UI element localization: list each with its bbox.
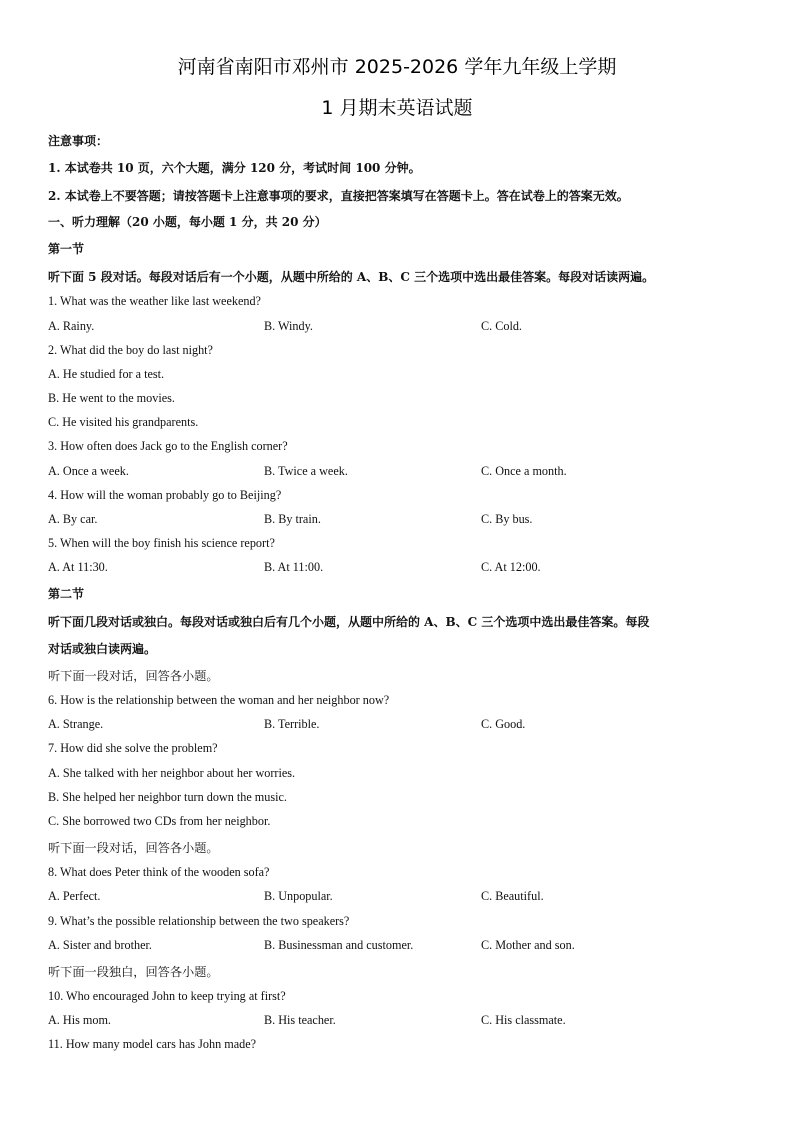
question-2-text: 2. What did the boy do last night? — [48, 343, 213, 357]
section2-instructions-2: 对话或独白读两遍。 — [48, 642, 157, 656]
question-3-option-a: A. Once a week. — [48, 464, 129, 478]
question-1-option-c: C. Cold. — [481, 319, 522, 333]
section1-instructions: 听下面 5 段对话。每段对话后有一个小题，从题中所给的 A、B、C 三个选项中选出最佳答案。每段对话读两遍。 — [48, 270, 655, 284]
question-7-option-b: B. She helped her neighbor turn down the music. — [48, 790, 287, 804]
question-7-option-c: C. She borrowed two CDs from her neighbor. — [48, 814, 271, 828]
monologue-intro: 听下面一段独白，回答各小题。 — [48, 965, 219, 979]
question-1-option-a: A. Rainy. — [48, 319, 95, 333]
section2-instructions-1: 听下面几段对话或独白。每段对话或独白后有几个小题，从题中所给的 A、B、C 三个选项中选出最佳答案。每段 — [48, 615, 650, 629]
question-6-option-b: B. Terrible. — [264, 717, 320, 731]
question-9-option-a: A. Sister and brother. — [48, 938, 152, 952]
question-10-option-b: B. His teacher. — [264, 1013, 336, 1027]
dialog-intro: 听下面一段对话，回答各小题。 — [48, 669, 219, 683]
question-7-option-a: A. She talked with her neighbor about her worries. — [48, 766, 296, 780]
question-3-text: 3. How often does Jack go to the English corner? — [48, 439, 288, 453]
question-6-option-c: C. Good. — [481, 717, 526, 731]
notes-item-1: 1. 本试卷共 10 页，六个大题，满分 120 分，考试时间 100 分钟。 — [48, 161, 421, 175]
question-8-option-a: A. Perfect. — [48, 889, 101, 903]
question-2-option-c: C. He visited his grandparents. — [48, 415, 199, 429]
question-4-option-a: A. By car. — [48, 512, 98, 526]
exam-title-line1: 河南省南阳市邓州市 2025-2026 学年九年级上学期 — [177, 56, 617, 78]
question-5-text: 5. When will the boy finish his science report? — [48, 536, 275, 550]
question-8-text: 8. What does Peter think of the wooden sofa? — [48, 865, 270, 879]
question-8-option-b: B. Unpopular. — [264, 889, 333, 903]
question-3-option-b: B. Twice a week. — [264, 464, 348, 478]
question-5-option-b: B. At 11:00. — [264, 560, 324, 574]
dialog-intro: 听下面一段对话，回答各小题。 — [48, 841, 219, 855]
part1-heading: 一、听力理解（20 小题，每小题 1 分，共 20 分） — [48, 215, 327, 229]
question-3-option-c: C. Once a month. — [481, 464, 567, 478]
notes-heading: 注意事项： — [48, 134, 109, 148]
question-9-text: 9. What’s the possible relationship between the two speakers? — [48, 914, 350, 928]
question-2-option-b: B. He went to the movies. — [48, 391, 175, 405]
question-10-text: 10. Who encouraged John to keep trying at first? — [48, 989, 286, 1003]
question-6-option-a: A. Strange. — [48, 717, 104, 731]
notes-item-2: 2. 本试卷上不要答题；请按答题卡上注意事项的要求，直接把答案填写在答题卡上。答在试卷上的答案无效。 — [48, 189, 629, 203]
question-8-option-c: C. Beautiful. — [481, 889, 544, 903]
question-6-text: 6. How is the relationship between the woman and her neighbor now? — [48, 693, 390, 707]
question-4-option-c: C. By bus. — [481, 512, 533, 526]
question-11-text: 11. How many model cars has John made? — [48, 1037, 257, 1051]
question-5-option-c: C. At 12:00. — [481, 560, 541, 574]
question-10-option-a: A. His mom. — [48, 1013, 111, 1027]
question-9-option-b: B. Businessman and customer. — [264, 938, 414, 952]
question-1-option-b: B. Windy. — [264, 319, 313, 333]
question-4-option-b: B. By train. — [264, 512, 321, 526]
question-1-text: 1. What was the weather like last weekend? — [48, 294, 261, 308]
section1-label: 第一节 — [48, 242, 85, 256]
question-10-option-c: C. His classmate. — [481, 1013, 566, 1027]
question-2-option-a: A. He studied for a test. — [48, 367, 165, 381]
question-4-text: 4. How will the woman probably go to Beijing? — [48, 488, 282, 502]
section2-label: 第二节 — [48, 587, 85, 601]
question-5-option-a: A. At 11:30. — [48, 560, 108, 574]
exam-title-line2: 1 月期末英语试题 — [321, 97, 473, 119]
question-9-option-c: C. Mother and son. — [481, 938, 575, 952]
question-7-text: 7. How did she solve the problem? — [48, 741, 218, 755]
